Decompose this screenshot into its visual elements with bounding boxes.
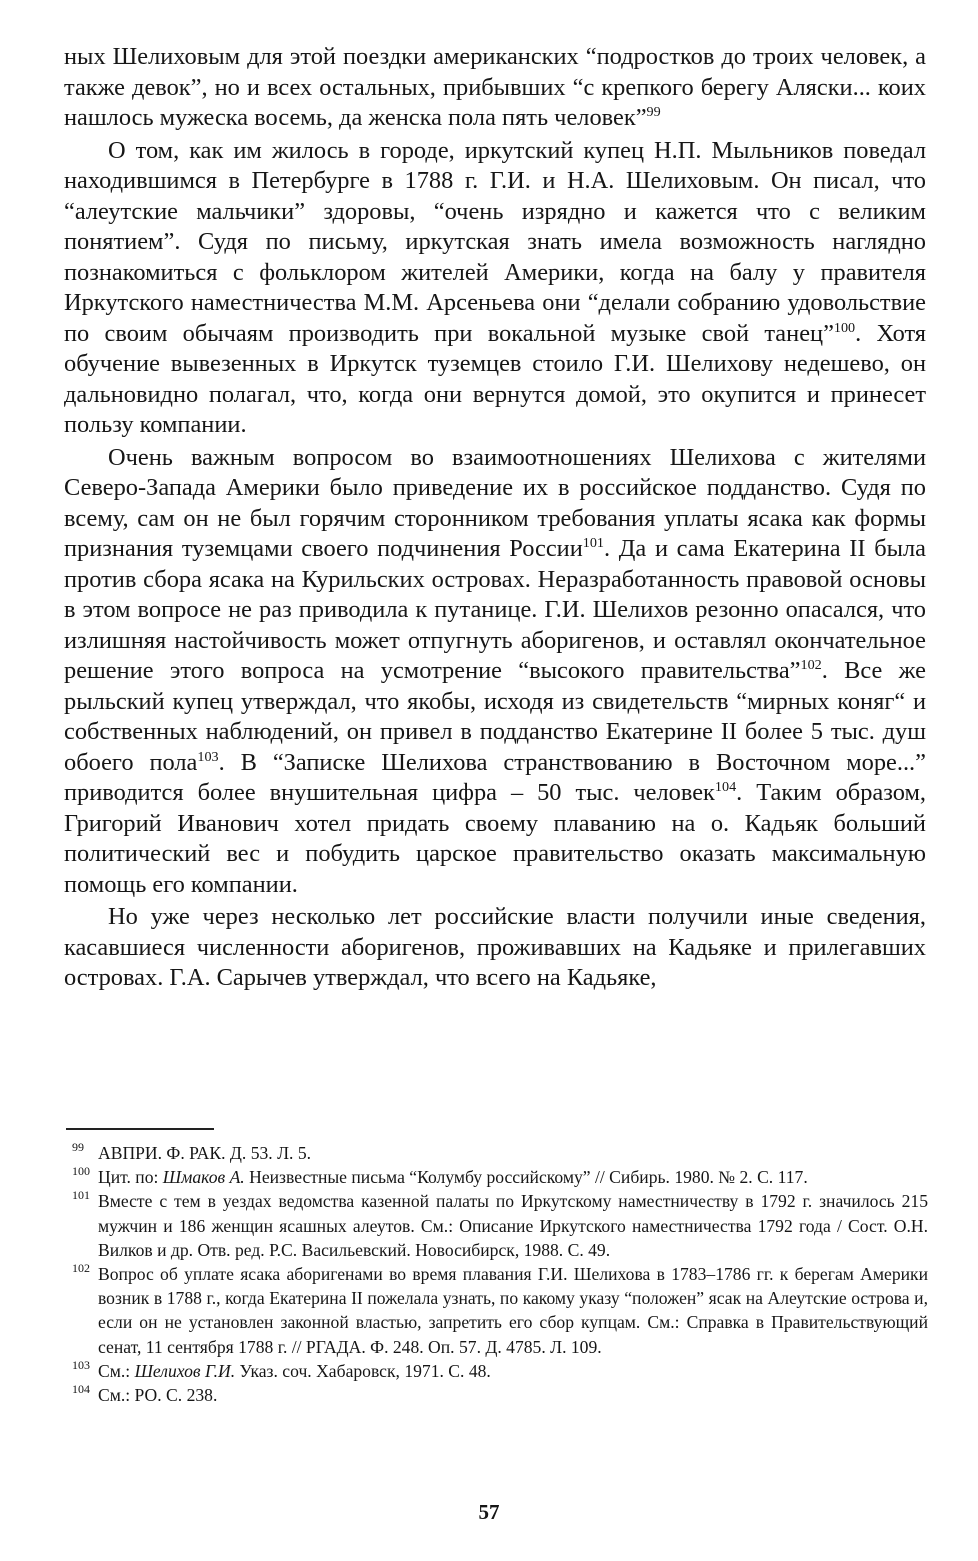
footnote-102: 102 Вопрос об уплате ясака аборигенами во время плавания Г.И. Шелихова в 1783–1786 гг. к берегам Америки возник в 1788 г., когда Екатерина II пожелала узнать, по какому указу “положен” ясак на Алеутские острова и, если он не установлен законной властью, запретить его сбор купцам. См.: Справка в Правительствующий сенат, 11 сентября 1788 г. // РГАДА. Ф. 248. Оп. 57. Д. 4785. Л. 109. [72, 1261, 928, 1357]
footnote-number: 102 [72, 1261, 90, 1276]
footnote-number: 99 [72, 1140, 84, 1154]
footnote-ref-102[interactable]: 102 [800, 657, 822, 674]
footnote-ref-104[interactable]: 104 [714, 779, 737, 796]
paragraph-2: О том, как им жилось в городе, иркутский купец Н.П. Мыльников поведал находившимся в Петербурге в 1788 г. Г.И. и Н.А. Шелиховым. Он писал, что “алеутские мальчики” здоровы, “очень изрядно и кажется что с великим понятием”. Судя по письму, иркутская знать имела возможность наглядно познакомиться с фольклором жителей Америки, когда на балу у правителя Иркутского наместничества М.М. Арсеньева они “делали собранию удовольствие по своим обычаям производить при вокальной музыке свой танец”$^{100}$. Хотя обучение вывезенных в Иркутск туземцев стоило Г.И. Шелихову недешево, он дальновидно полагал, что, когда они вернутся домой, это окупится и принесет пользу компании. [64, 136, 927, 438]
footnote-ref-101[interactable]: 101 [582, 535, 604, 552]
footnote-101: 101 Вместе с тем в уездах ведомства казенной палаты по Иркутскому наместничеству в 1792 г. значилось 215 мужчин и 186 женщин ясашных алеутов. См.: Описание Иркутского наместничества 1792 года / Сост. О.Н. Вилков и др. Отв. ред. Р.С. Васильевский. Новосибирск, 1988. С. 49. [72, 1188, 928, 1260]
footnotes [72, 1141, 928, 1407]
footnote-ref-103[interactable]: 103 [197, 748, 219, 765]
page-number: 57 [478, 1500, 500, 1524]
footnote-104: 104 См.: РО. С. 238. [72, 1382, 218, 1406]
footnote-103: 103 См.: Шелихов Г.И. Указ. соч. Хабаровск, 1971. С. 48. [72, 1357, 491, 1381]
footnote-number: 104 [72, 1382, 90, 1397]
paragraph-4: Но уже через несколько лет российские власти получили иные сведения, касавшиеся численности аборигенов, проживавших на Кадьяке и прилегавших островах. Г.А. Сарычев утверждал, что всего на Кадьяке, [64, 903, 926, 991]
footnote-99: 99 АВПРИ. Ф. РАК. Д. 53. Л. 5. [72, 1140, 312, 1163]
footnote-number: 103 [72, 1357, 90, 1372]
footnote-ref-99[interactable]: 99 [646, 104, 661, 121]
footnote-divider [66, 1128, 214, 1130]
paragraph-1: ных Шелиховым для этой поездки американских “подростков до троих человек, а также девок”, но и всех остальных, прибывших “с крепкого берегу Аляски... коих нашлось мужеска восемь, да женска пола пять человек”$^{99}$ [64, 43, 926, 131]
footnote-number: 100 [72, 1164, 90, 1179]
paragraph-3: Очень важным вопросом во взаимоотношениях Шелихова с жителями Северо-Запада Америки было приведение их в российское подданство. Судя по всему, сам он не был горячим сторонником требования уплаты ясака как формы признания туземцами своего подчинения России$^{101}$. Да и сама Екатерина II была против сбора ясака на Курильских островах. Неразработанность правовой основы в этом вопросе не раз приводила к путанице. Г.И. Шелихов резонно опасался, что излишняя настойчивость может отпугнуть аборигенов, и оставлял окончательное решение этого вопроса на усмотрение “высокого правительства”$^{102}$. Все же рыльский купец утверждал, что якобы, исходя из свидетельств “мирных коняг“ и собственных наблюдений, он привел в подданство Екатерине II более 5 тыс. душ обоего пола$^{103}$. В “Записке Шелихова странствованию в Восточном море...” приводится более внушительная цифра – 50 тыс. человек$^{104}$. Таким образом, Григорий Иванович хотел придать своему плаванию на о. Кадьяк больший политический вес и побудить царское правительство оказать максимальную помощь его компании. [64, 443, 927, 898]
footnote-number: 101 [72, 1188, 90, 1203]
footnote-ref-100[interactable]: 100 [833, 319, 856, 336]
footnote-100: 100 Цит. по: Шмаков А. Неизвестные письма “Колумбу российскому” // Сибирь. 1980. № 2. С. 117. [72, 1164, 808, 1188]
body-text [64, 42, 926, 994]
